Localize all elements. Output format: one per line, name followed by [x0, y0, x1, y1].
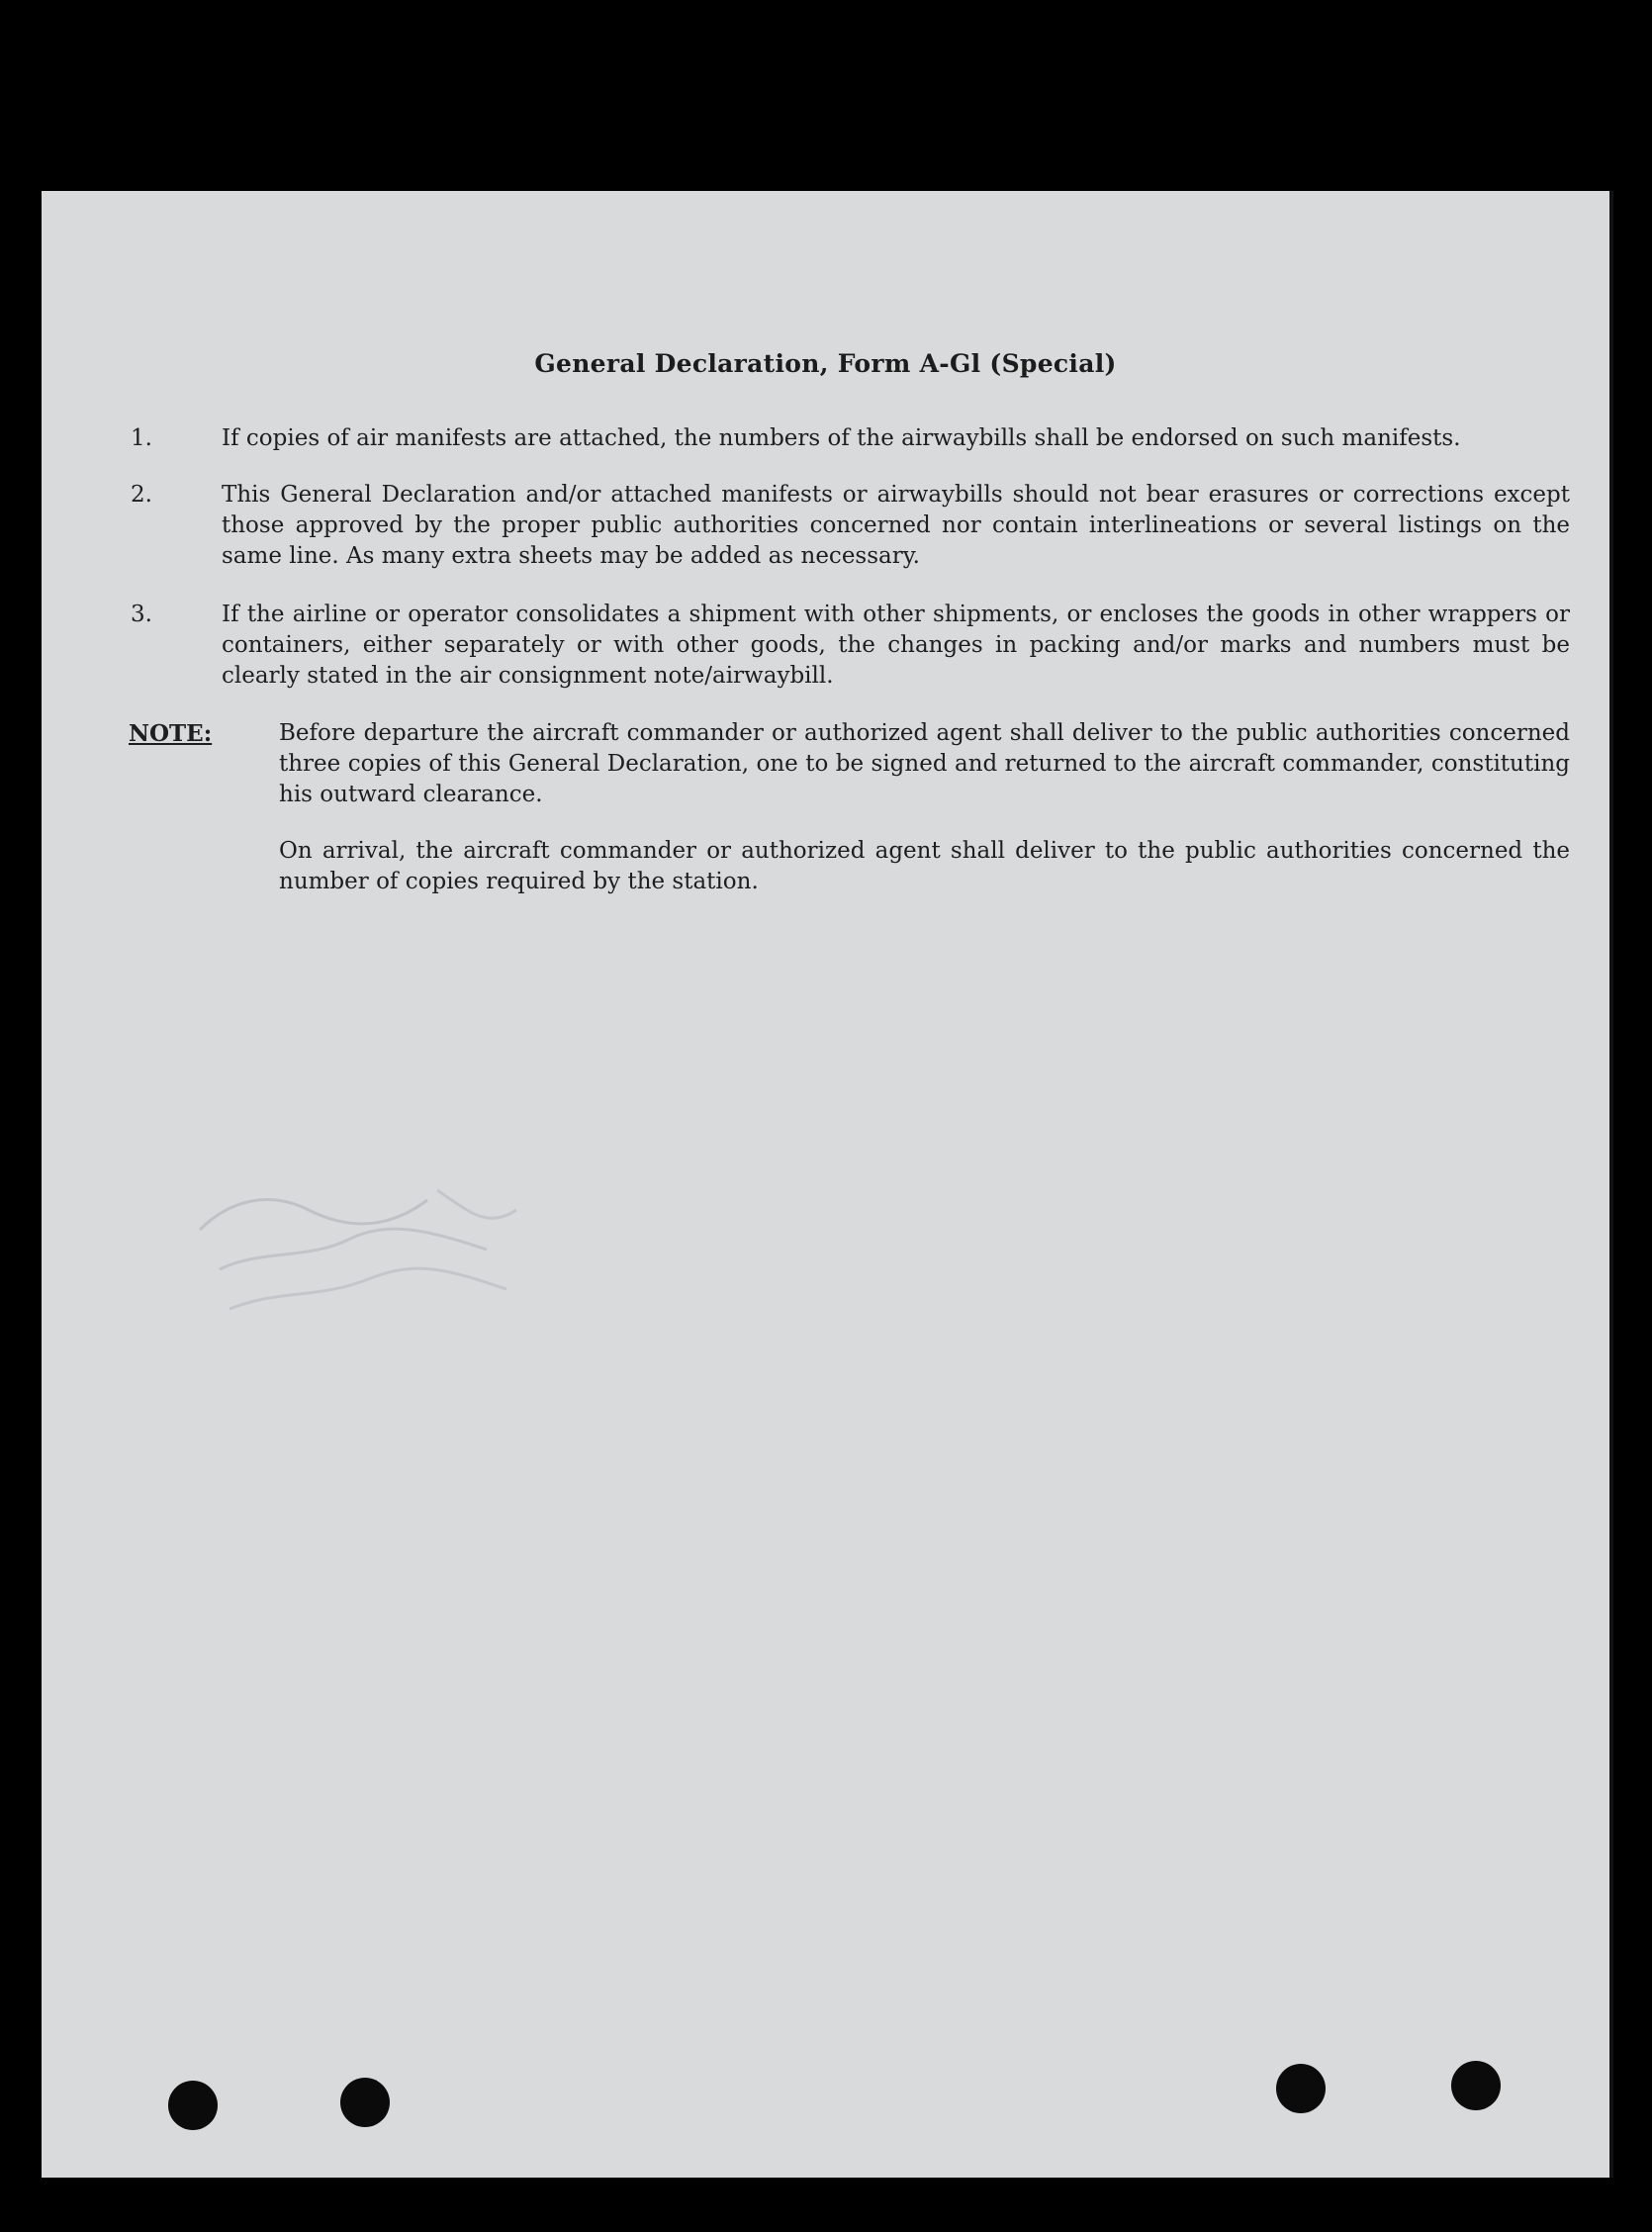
punch-hole: [1276, 2064, 1326, 2113]
faint-handwriting-impression: [190, 1170, 605, 1368]
list-item-1: [131, 423, 1570, 454]
punch-hole: [340, 2078, 390, 2127]
list-item-2: [131, 480, 1570, 572]
list-item-text: If the airline or operator consolidates a shipment with other shipments, or encloses the goods in other wrappers or containers, either separately or with other goods, the changes in packing and/or marks and numbers must be clearly stated in the air consignment note/airwaybill.: [222, 602, 1570, 689]
list-item-3: [131, 600, 1570, 692]
note-section: [129, 718, 1570, 897]
list-item-number: 2.: [131, 482, 152, 508]
list-item-number: 1.: [131, 425, 152, 451]
punch-hole: [1451, 2061, 1501, 2110]
note-label: NOTE:: [129, 720, 213, 747]
punch-hole: [168, 2081, 218, 2130]
list-item-text: If copies of air manifests are attached, the numbers of the airwaybills shall be endorsed on such manifests.: [222, 425, 1461, 451]
document-title: General Declaration, Form A-Gl (Special): [534, 349, 1117, 378]
note-paragraph-1: Before departure the aircraft commander or authorized agent shall deliver to the public authorities concerned three copies of this General Declaration, one to be signed and returned to the aircraft commander, constituting his outward clearance.: [279, 720, 1570, 807]
list-item-number: 3.: [131, 602, 152, 627]
document-page: [42, 191, 1613, 2178]
list-item-text: This General Declaration and/or attached manifests or airwaybills should not bear erasures or corrections except those approved by the proper public authorities concerned nor contain interlineations or several listings on the same line. As many extra sheets may be added as necessary.: [222, 482, 1570, 569]
note-paragraph-2: On arrival, the aircraft commander or authorized agent shall deliver to the public authorities concerned the number of copies required by the station.: [279, 838, 1570, 894]
